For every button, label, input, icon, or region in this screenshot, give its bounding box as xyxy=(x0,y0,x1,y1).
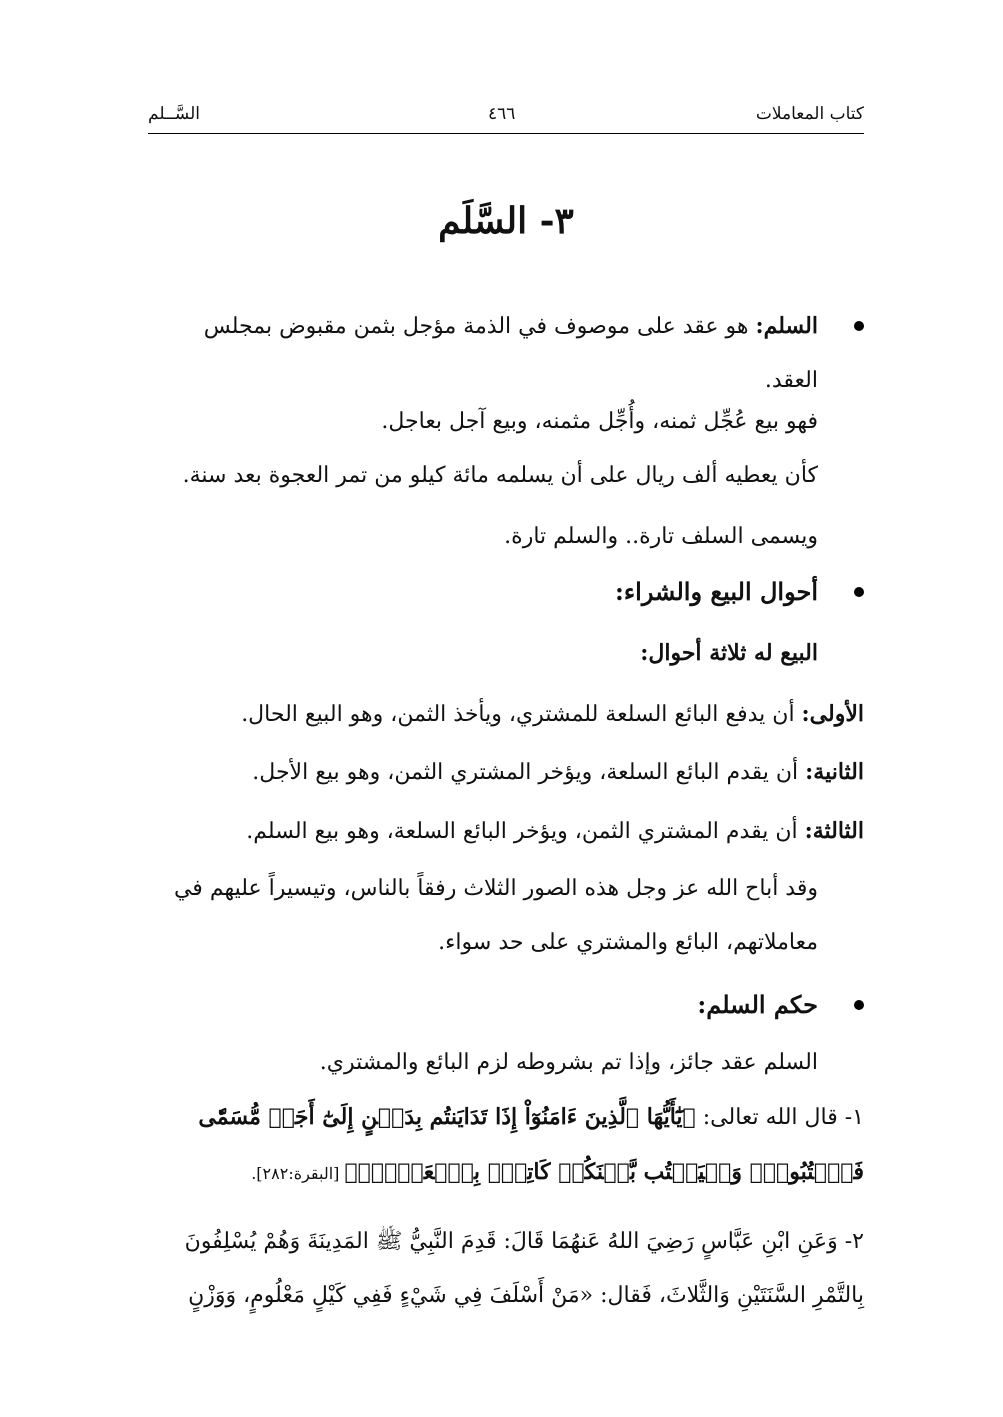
section-subheading xyxy=(148,626,818,681)
verse-reference: [البقرة:٢٨٢]. xyxy=(251,1164,345,1183)
bullet-icon xyxy=(854,587,864,597)
header-page-number: ٤٦٦ xyxy=(488,104,516,124)
evidence-quran xyxy=(148,1090,864,1201)
state-item xyxy=(148,745,864,800)
definition-text: هو عقد على موصوف في الذمة مؤجل بثمن مقبوض بمجلس العقد. xyxy=(203,314,818,393)
state-item xyxy=(148,687,864,742)
paragraph: فهو بيع عُجِّل ثمنه، وأُجِّل مثمنه، وبيع آجل بعاجل. xyxy=(381,409,818,434)
closing-paragraph: وقد أباح الله عز وجل هذه الصور الثلاث رفقاً بالناس، وتيسيراً عليهم في معاملاتهم، البائع والمشتري على حد سواء. xyxy=(173,876,818,955)
state-label: الثانية: xyxy=(805,759,864,785)
header-rule xyxy=(148,133,864,134)
state-label: الأولى: xyxy=(801,701,864,727)
quran-verse: ﴿يَٰٓأَيُّهَا ٱلَّذِينَ ءَامَنُوٓاْ إِذَا تَدَايَنتُم بِدَيۡنٍ إِلَىٰٓ أَجَلٖ مُّسَمّٗى فَٱكۡتُبُوهُۚ وَلۡيَكۡتُب بَّيۡنَكُمۡ كَاتِبُۢ بِٱلۡعَدۡلِۚ﴾ xyxy=(198,1104,864,1185)
evidence-prefix: ١- قال الله تعالى: xyxy=(695,1105,864,1130)
bullet-icon xyxy=(854,321,864,331)
section-heading: حكم السلم: xyxy=(697,990,818,1019)
state-text: أن يقدم البائع السلعة، ويؤخر المشتري الثمن، وهو بيع الأجل. xyxy=(252,760,806,785)
paragraph: كأن يعطيه ألف ريال على أن يسلمه مائة كيلو من تمر العجوة بعد سنة. xyxy=(182,463,818,488)
definition-paragraph xyxy=(148,299,818,408)
bullet-icon xyxy=(854,1000,864,1010)
running-header xyxy=(148,100,864,132)
state-text: أن يدفع البائع السلعة للمشتري، ويأخذ الثمن، وهو البيع الحال. xyxy=(241,702,802,727)
state-label: الثالثة: xyxy=(804,818,864,844)
state-item xyxy=(148,804,864,859)
definition-term: السلم: xyxy=(755,313,818,339)
header-book-title: كتاب المعاملات xyxy=(755,104,864,124)
subheading-text: البيع له ثلاثة أحوال: xyxy=(640,640,818,666)
state-text: أن يقدم المشتري الثمن، ويؤخر البائع السلعة، وهو بيع السلم. xyxy=(246,819,805,844)
section-heading: أحوال البيع والشراء: xyxy=(615,577,818,606)
paragraph: ويسمى السلف تارة.. والسلم تارة. xyxy=(504,524,818,549)
chapter-title: ٣- السَّلَم xyxy=(438,200,574,242)
evidence-hadith: ٢- وَعَنِ ابْنِ عَبَّاسٍ رَضِيَ اللهُ عَنهُمَا قَالَ: قَدِمَ النَّبِيُّ ﷺ المَدِينَةَ وَهُمْ يُسْلِفُونَ بِالتَّمْرِ السَّنَتَيْنِ وَالثَّلاثَ، فَقال: «مَنْ أَسْلَفَ فِي شَيْءٍ فَفِي كَيْلٍ مَعْلُومٍ، وَوَزْنٍ xyxy=(184,1229,864,1308)
ruling-text: السلم عقد جائز، وإذا تم بشروطه لزم البائع والمشتري. xyxy=(319,1050,818,1075)
header-chapter-title: السَّــلم xyxy=(148,104,200,124)
